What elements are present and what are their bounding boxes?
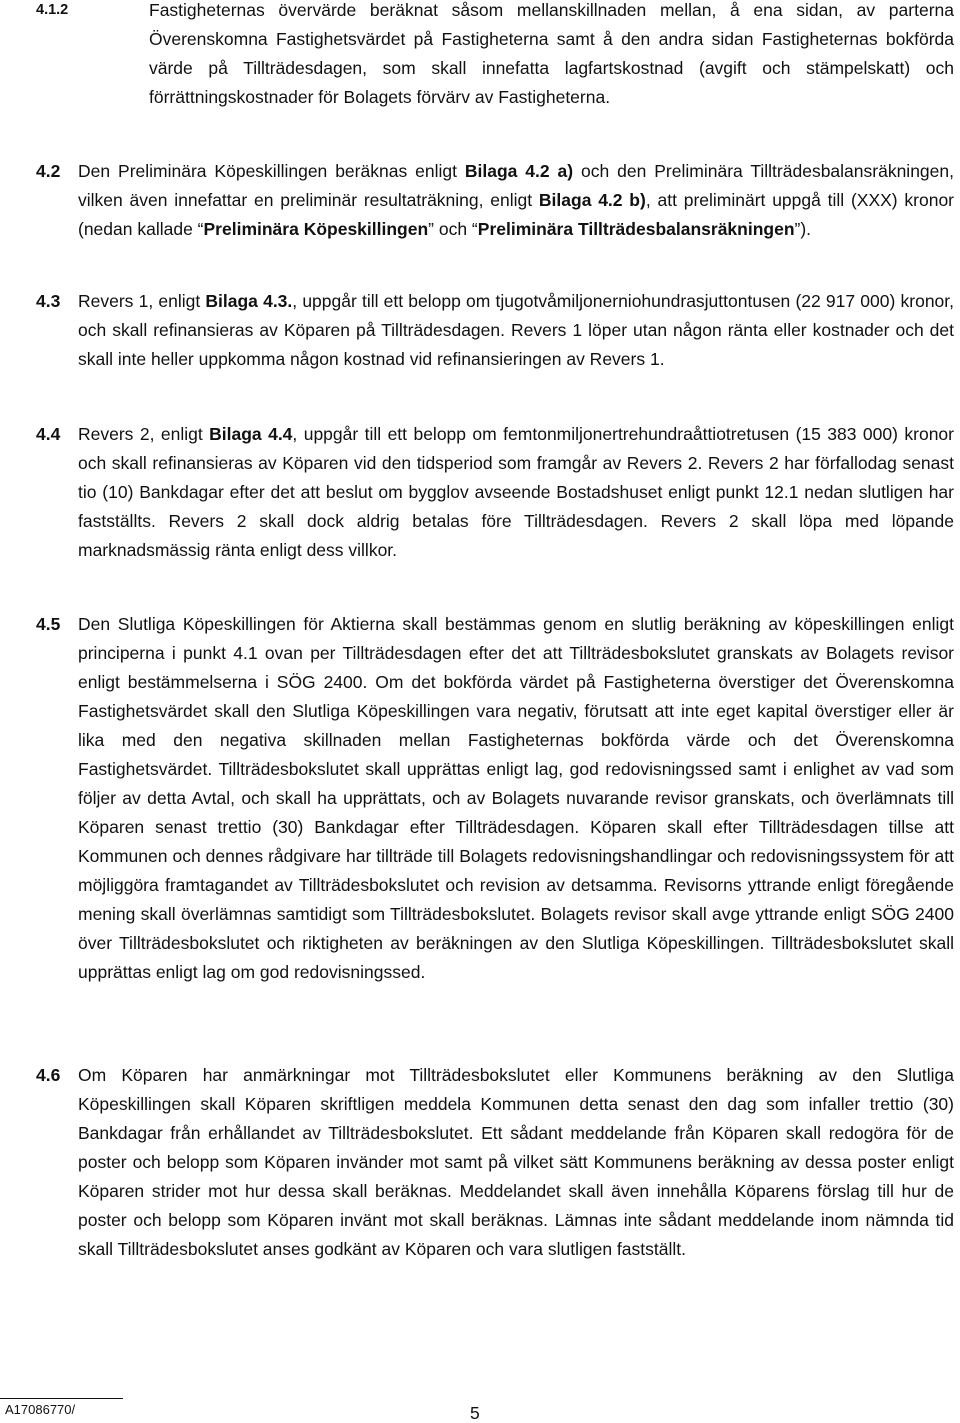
clause-text bbox=[78, 1061, 954, 1264]
clause-text-bold-run: Bilaga 4.2 b) bbox=[538, 190, 646, 210]
clause-text bbox=[78, 610, 954, 987]
clause-text-bold-run: Bilaga 4.3. bbox=[205, 291, 293, 311]
clause-text-run: Den Preliminära Köpeskillingen beräknas enligt bbox=[78, 161, 465, 181]
clause-number: 4.3 bbox=[36, 291, 61, 311]
clause-text-bold-run: Bilaga 4.2 a) bbox=[464, 161, 574, 181]
footer-rule bbox=[0, 1398, 123, 1399]
clause-text-run: Den Slutliga Köpeskillingen för Aktierna skall bestämmas genom en slutlig beräkning av köpeskillingen enligt principerna i punkt 4.1 ovan per Tillträdesdagen efter det att Tillträdesbokslutet granskats av Bolagets revisor enligt bestämmelserna i SÖG 2400. Om det bokförda värdet på Fastigheterna överstiger det Överenskomna Fastighetsvärdet skall den Slutliga Köpeskillingen vara negativ, förutsatt att inte eget kapital överstiger eller är lika med den negativa skillnaden mellan Fastigheternas bokförda värde och det Överenskomna Fastighetsvärdet. Tillträdesbokslutet skall upprättas enligt lag, god redovisningssed samt i enlighet av vad som följer av detta Avtal, och skall ha upprättats, och av Bolagets nuvarande revisor granskats, och överlämnats till Köparen senast trettio (30) Bankdagar efter Tillträdesdagen. Köparen skall efter Tillträdesdagen tillse att Kommunen och dennes rådgivare har tillträde till Bolagets redovisningshandlingar och redovisningssystem för att möjliggöra framtagandet av Tillträdesbokslutet och revision av detsamma. Revisorns yttrande enligt föregående mening skall överlämnas samtidigt som Tillträdesbokslutet. Bolagets revisor skall avge yttrande enligt SÖG 2400 över Tillträdesbokslutet och riktigheten av beräkningen av den Slutliga Köpeskillingen. Tillträdesbokslutet skall upprättas enligt lag om god redovisningssed. bbox=[78, 614, 954, 982]
page-number: 5 bbox=[470, 1403, 480, 1423]
clause-number: 4.1.2 bbox=[36, 2, 69, 18]
clause-text-run: Revers 1, enligt bbox=[78, 291, 206, 311]
clause-text bbox=[78, 287, 954, 374]
clause-text-run: , att preliminärt uppgå till (XXX) kronor (nedan kallade “ bbox=[78, 190, 955, 239]
clause-number: 4.4 bbox=[36, 424, 61, 444]
clause-text-run: , uppgår till ett belopp om tjugotvåmiljonerniohundrasjuttontusen (22 917 000) kronor, och skall refinansieras av Köparen på Tillträdesdagen. Revers 1 löper utan någon ränta eller kostnader och det skall inte heller uppkomma någon kostnad vid refinansieringen av Revers 1. bbox=[78, 291, 955, 369]
clause-text-bold-run: Preliminära Tillträdesbalansräkningen bbox=[477, 219, 795, 239]
clause-text-run: ” och “ bbox=[428, 219, 478, 239]
clause-text-run: , uppgår till ett belopp om femtonmiljonertrehundraåttiotretusen (15 383 000) kronor och skall refinansieras av Köparen vid den tidsperiod som framgår av Revers 2. Revers 2 har förfallodag senast tio (10) Bankdagar efter det att beslut om bygglov avseende Bostadshuset enligt punkt 12.1 nedan slutligen har fastställts. Revers 2 skall dock aldrig betalas före Tillträdesdagen. Revers 2 skall löpa med löpande marknadsmässig ränta enligt dess villkor. bbox=[78, 424, 954, 560]
clause-text-run: Fastigheternas övervärde beräknat såsom mellanskillnaden mellan, å ena sidan, av parterna Överenskomna Fastighetsvärdet på Fastigheterna samt å den andra sidan Fastigheternas bokförda värde på Tillträdesdagen, som skall innefatta lagfartskostnad (avgift och stämpelskatt) och förrättningskostnader för Bolagets förvärv av Fastigheterna. bbox=[149, 0, 954, 107]
clause-text-run: Revers 2, enligt bbox=[78, 424, 210, 444]
clause-text bbox=[149, 0, 954, 112]
clause-number: 4.2 bbox=[36, 161, 61, 181]
clause-text-run: och den Preliminära Tillträdesbalansräkningen, vilken även innefattar en preliminär resultaträkning, enligt bbox=[78, 161, 954, 210]
clause-text bbox=[78, 157, 954, 244]
clause-text-run: Om Köparen har anmärkningar mot Tillträdesbokslutet eller Kommunens beräkning av den Slutliga Köpeskillingen skall Köparen skriftligen meddela Kommunen detta senast den dag som infaller trettio (30) Bankdagar från erhållandet av Tillträdesbokslutet. Ett sådant meddelande från Köparen skall redogöra för de poster och belopp som Köparen invänder mot samt på vilket sätt Kommunens beräkning av dessa poster enligt Köparen strider mot hur dessa skall beräknas. Meddelandet skall även innehålla Köparens förslag till hur de poster och belopp som Köparen invänt mot skall beräknas. Lämnas inte sådant meddelande inom nämnda tid skall Tillträdesbokslutet anses godkänt av Köparen och vara slutligen fastställt. bbox=[78, 1065, 954, 1259]
document-id: A17086770/ bbox=[5, 1402, 76, 1417]
clause-text bbox=[78, 420, 954, 565]
clause-number: 4.6 bbox=[36, 1065, 61, 1085]
clause-number: 4.5 bbox=[36, 614, 61, 634]
clause-text-run: ”). bbox=[794, 219, 812, 239]
clause-text-bold-run: Bilaga 4.4 bbox=[209, 424, 293, 444]
clause-text-bold-run: Preliminära Köpeskillingen bbox=[203, 219, 429, 239]
